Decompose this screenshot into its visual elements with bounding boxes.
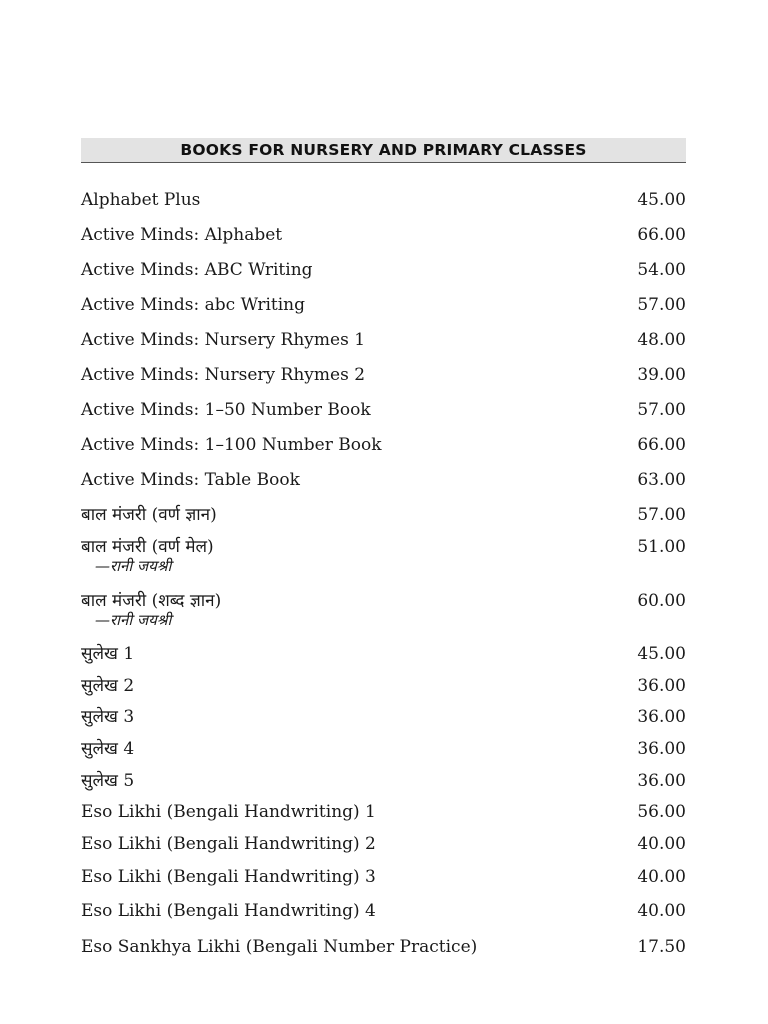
book-title: बाल मंजरी (वर्ण मेल) [81, 537, 214, 557]
book-price: 36.00 [637, 739, 686, 759]
book-title: सुलेख 4 [81, 739, 135, 759]
book-title: बाल मंजरी (शब्द ज्ञान) [81, 591, 222, 611]
book-price: 45.00 [637, 190, 686, 210]
book-price: 36.00 [637, 771, 686, 791]
book-price: 45.00 [637, 644, 686, 664]
book-title: Alphabet Plus [81, 190, 201, 210]
book-author: —रानी जयश्री [95, 557, 172, 575]
book-title: Eso Sankhya Likhi (Bengali Number Practice) [81, 937, 478, 957]
book-price: 48.00 [637, 330, 686, 350]
book-price: 17.50 [637, 937, 686, 957]
book-title: Active Minds: 1–50 Number Book [81, 400, 371, 420]
book-title: Eso Likhi (Bengali Handwriting) 4 [81, 901, 376, 921]
book-price: 63.00 [637, 470, 686, 490]
book-price: 36.00 [637, 707, 686, 727]
book-price: 57.00 [637, 505, 686, 525]
book-title: सुलेख 3 [81, 707, 135, 727]
book-title: Active Minds: ABC Writing [81, 260, 313, 280]
book-title: सुलेख 1 [81, 644, 135, 664]
book-title: Active Minds: Table Book [81, 470, 300, 490]
book-title: Active Minds: abc Writing [81, 295, 305, 315]
book-price: 40.00 [637, 834, 686, 854]
book-title: Active Minds: Alphabet [81, 225, 283, 245]
book-price: 40.00 [637, 901, 686, 921]
book-price: 66.00 [637, 225, 686, 245]
book-price: 56.00 [637, 802, 686, 822]
book-title: Active Minds: Nursery Rhymes 2 [81, 365, 366, 385]
book-title: बाल मंजरी (वर्ण ज्ञान) [81, 505, 217, 525]
book-title: Eso Likhi (Bengali Handwriting) 1 [81, 802, 376, 822]
book-price: 40.00 [637, 867, 686, 887]
book-title: Active Minds: 1–100 Number Book [81, 435, 382, 455]
book-title: Active Minds: Nursery Rhymes 1 [81, 330, 366, 350]
book-price: 57.00 [637, 295, 686, 315]
book-title: Eso Likhi (Bengali Handwriting) 2 [81, 834, 376, 854]
book-price: 51.00 [637, 537, 686, 557]
book-author: —रानी जयश्री [95, 611, 172, 629]
book-price: 39.00 [637, 365, 686, 385]
book-price: 60.00 [637, 591, 686, 611]
book-title: सुलेख 5 [81, 771, 135, 791]
book-price: 66.00 [637, 435, 686, 455]
book-title: Eso Likhi (Bengali Handwriting) 3 [81, 867, 376, 887]
book-price: 57.00 [637, 400, 686, 420]
book-price: 36.00 [637, 676, 686, 696]
section-header: BOOKS FOR NURSERY AND PRIMARY CLASSES [81, 138, 686, 163]
book-title: सुलेख 2 [81, 676, 135, 696]
book-price: 54.00 [637, 260, 686, 280]
